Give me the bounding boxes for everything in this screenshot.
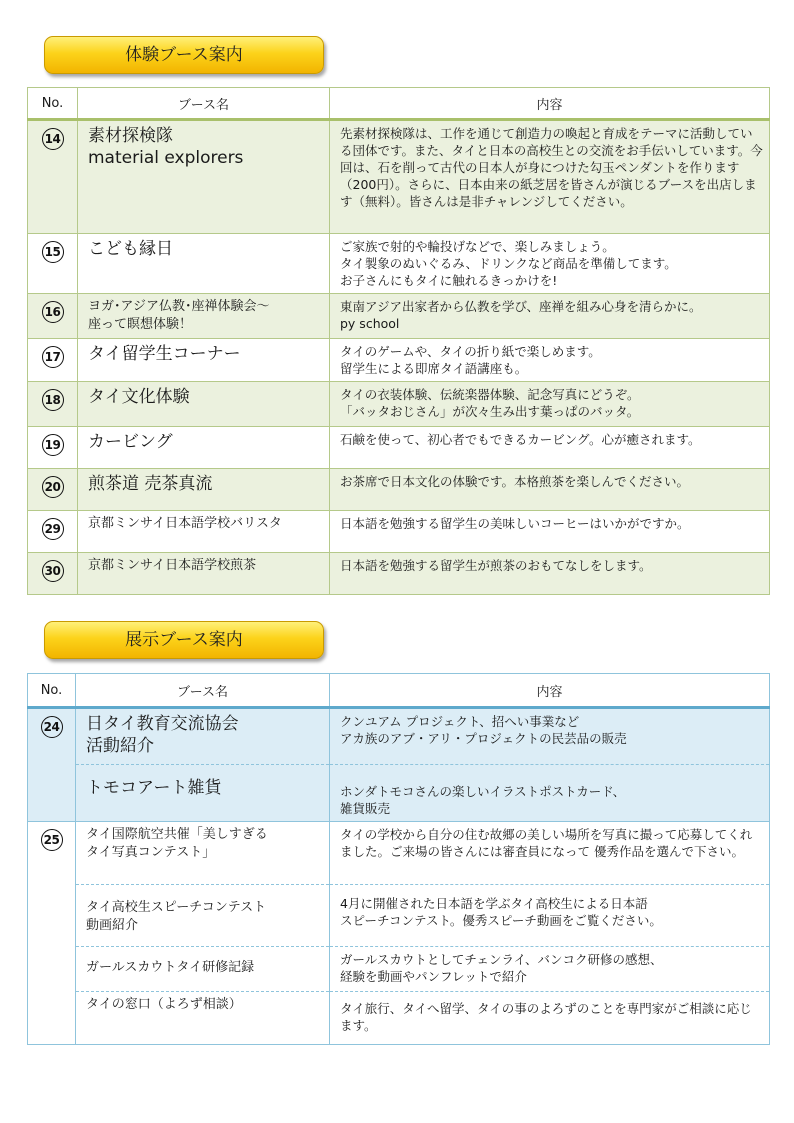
header-no: No. xyxy=(28,674,76,708)
booth-name: 京都ミンサイ日本語学校煎茶 xyxy=(78,553,330,595)
exhibition-booth-table xyxy=(27,673,770,1045)
booth-content: タイの衣装体験、伝統楽器体験、記念写真にどうぞ。 「バッタおじさん」が次々生み出す葉っぱのバッタ。 xyxy=(330,382,770,427)
booth-content: タイ旅行、タイへ留学、タイの事のよろずのことを専門家がご相談に応じます。 xyxy=(330,992,770,1045)
table-row xyxy=(28,822,770,885)
booth-number: 24 xyxy=(41,716,63,738)
table-row xyxy=(28,427,770,469)
table-header-row xyxy=(28,674,770,708)
header-booth-name: ブース名 xyxy=(78,88,330,120)
table-row xyxy=(28,947,770,992)
booth-number: 25 xyxy=(41,829,63,851)
booth-content: 日本語を勉強する留学生が煎茶のおもてなしをします。 xyxy=(330,553,770,595)
table-row xyxy=(28,553,770,595)
booth-number: 17 xyxy=(42,346,64,368)
booth-name: タイの窓口（よろず相談） xyxy=(76,992,330,1045)
table-row xyxy=(28,992,770,1045)
booth-content: ガールスカウトとしてチェンライ、バンコク研修の感想、 経験を動画やパンフレットで紹介 xyxy=(330,947,770,992)
header-no: No. xyxy=(28,88,78,120)
exhibition-section-title: 展示ブース案内 xyxy=(44,621,324,659)
booth-number: 14 xyxy=(42,128,64,150)
booth-group xyxy=(28,822,770,1045)
booth-content: お茶席で日本文化の体験です。本格煎茶を楽しんでください。 xyxy=(330,469,770,511)
experience-booth-table xyxy=(27,87,770,595)
booth-name: トモコアート雑貨 xyxy=(76,765,330,822)
booth-number: 15 xyxy=(42,241,64,263)
booth-number: 19 xyxy=(42,434,64,456)
booth-content: ご家族で射的や輪投げなどで、楽しみましょう。 タイ製象のぬいぐるみ、ドリンクなど商品を準備してます。 お子さんにもタイに触れるきっかけを! xyxy=(330,234,770,294)
booth-name: ヨガ･アジア仏教･座禅体験会～ 座って瞑想体験！ xyxy=(78,294,330,339)
table-row xyxy=(28,469,770,511)
experience-section-title: 体験ブース案内 xyxy=(44,36,324,74)
booth-content: 東南アジア出家者から仏教を学び、座禅を組み心身を清らかに。 py school xyxy=(330,294,770,339)
table-row xyxy=(28,339,770,382)
booth-content: 日本語を勉強する留学生の美味しいコーヒーはいかがですか。 xyxy=(330,511,770,553)
booth-name: 煎茶道 売茶真流 xyxy=(78,469,330,511)
header-content: 内容 xyxy=(330,674,770,708)
booth-number: 29 xyxy=(42,518,64,540)
table-row xyxy=(28,294,770,339)
table-row xyxy=(28,382,770,427)
booth-name: 日タイ教育交流協会 活動紹介 xyxy=(76,708,330,765)
booth-content: タイの学校から自分の住む故郷の美しい場所を写真に撮って応募してくれました。ご来場の皆さんには審査員になって 優秀作品を選んで下さい。 xyxy=(330,822,770,885)
booth-content: タイのゲームや、タイの折り紙で楽しめます。 留学生による即席タイ語講座も。 xyxy=(330,339,770,382)
booth-name: ガールスカウトタイ研修記録 xyxy=(76,947,330,992)
booth-name: タイ文化体験 xyxy=(78,382,330,427)
booth-number: 20 xyxy=(42,476,64,498)
booth-content: クンユアム プロジェクト、招へい事業など アカ族のアブ・アリ・プロジェクトの民芸品の販売 xyxy=(330,708,770,765)
booth-number: 16 xyxy=(42,301,64,323)
table-row xyxy=(28,234,770,294)
booth-name: タイ高校生スピーチコンテスト 動画紹介 xyxy=(76,885,330,947)
booth-name: タイ国際航空共催「美しすぎる タイ写真コンテスト」 xyxy=(76,822,330,885)
booth-name: タイ留学生コーナー xyxy=(78,339,330,382)
table-row xyxy=(28,765,770,822)
booth-name: こども縁日 xyxy=(78,234,330,294)
booth-name: 素材探検隊 material explorers xyxy=(78,120,330,234)
booth-number: 30 xyxy=(42,560,64,582)
table-row xyxy=(28,708,770,765)
booth-group xyxy=(28,708,770,822)
table-row xyxy=(28,885,770,947)
header-booth-name: ブース名 xyxy=(76,674,330,708)
booth-content: 先素材探検隊は、工作を通じて創造力の喚起と育成をテーマに活動している団体です。また、タイと日本の高校生との交流をお手伝いしています。今回は、石を削って古代の日本人が身につけた勾玉ペンダントを作ります（200円）。さらに、日本由来の紙芝居を皆さんが演じるブースを出店します（無料）。皆さんは是非チャレンジしてください。 xyxy=(330,120,770,234)
table-header-row xyxy=(28,88,770,120)
table-row xyxy=(28,511,770,553)
booth-content: ホンダトモコさんの楽しいイラストポストカード、 雑貨販売 xyxy=(330,765,770,822)
booth-content: 4月に開催された日本語を学ぶタイ高校生による日本語 スピーチコンテスト。優秀スピーチ動画をご覧ください。 xyxy=(330,885,770,947)
booth-name: カービング xyxy=(78,427,330,469)
booth-name: 京都ミンサイ日本語学校バリスタ xyxy=(78,511,330,553)
booth-content: 石鹸を使って、初心者でもできるカービング。心が癒されます。 xyxy=(330,427,770,469)
header-content: 内容 xyxy=(330,88,770,120)
table-row xyxy=(28,120,770,234)
booth-number: 18 xyxy=(42,389,64,411)
